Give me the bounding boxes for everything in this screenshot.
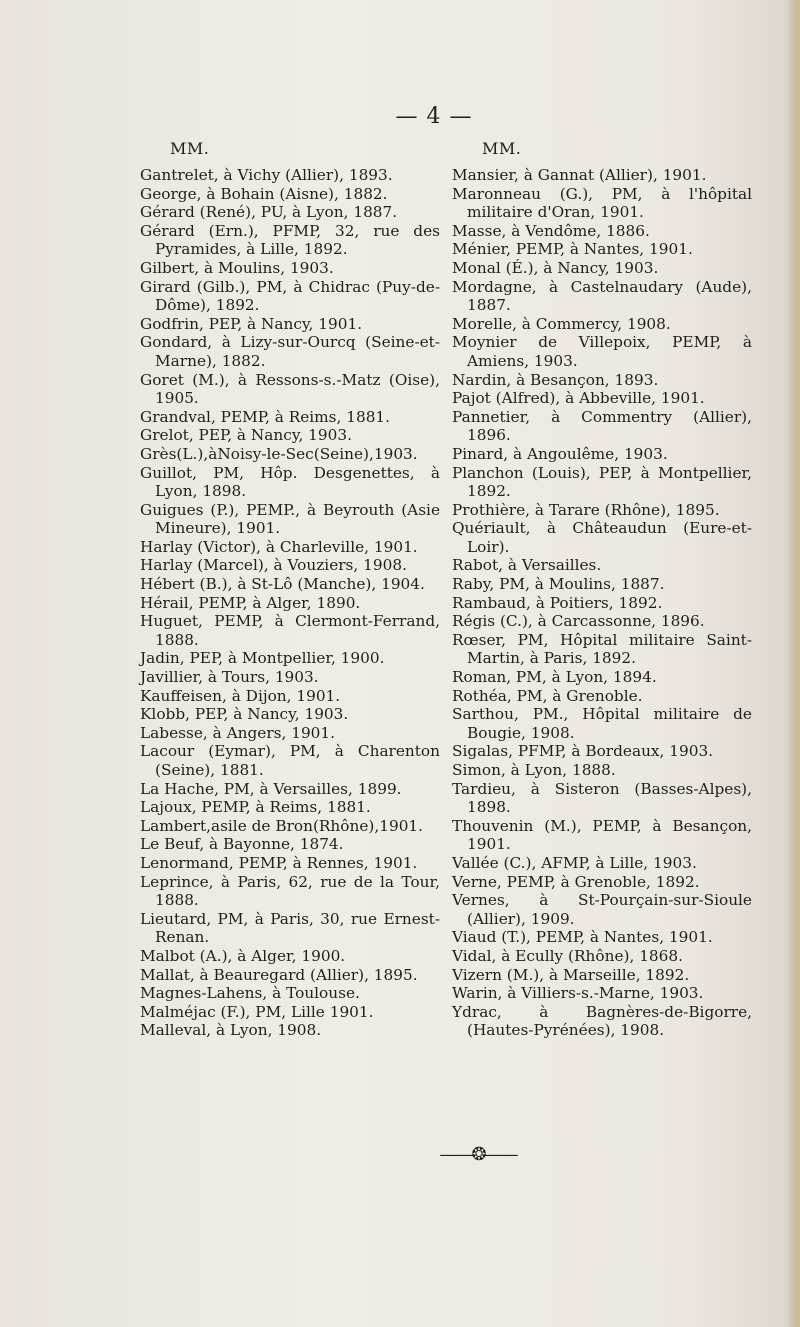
left-column-header: MM. — [170, 139, 210, 158]
list-item: Vallée (C.), AFMP, à Lille, 1903. — [452, 853, 697, 872]
list-item: Hérail, PEMP, à Alger, 1890. — [140, 593, 361, 612]
list-item: Planchon (Louis), PEP, à Montpellier, 1892. — [452, 463, 752, 501]
list-item: Quériault, à Châteaudun (Eure-et-Loir). — [452, 519, 752, 556]
list-item: Nardin, à Besançon, 1893. — [452, 370, 659, 389]
list-item: Sarthou, PM., Hôpital militaire de Bougie, 1908. — [452, 705, 752, 742]
list-item: Godfrin, PEP, à Nancy, 1901. — [140, 314, 363, 333]
list-item: Sigalas, PFMP, à Bordeaux, 1903. — [452, 742, 714, 761]
list-item: Gantrelet, à Vichy (Allier), 1893. — [140, 166, 393, 184]
list-item: Kauffeisen, à Dijon, 1901. — [140, 686, 341, 705]
list-item: Lenormand, PEMP, à Rennes, 1901. — [140, 853, 418, 872]
list-item: Monal (É.), à Nancy, 1903. — [452, 258, 659, 277]
list-item: Goret (M.), à Ressons-s.-Matz (Oise), 1905. — [140, 370, 440, 408]
list-item: Guillot, PM, Hôp. Desgenettes, à Lyon, 1898. — [140, 463, 440, 501]
list-item: Warin, à Villiers-s.-Marne, 1903. — [452, 984, 704, 1003]
list-item: Hébert (B.), à St-Lô (Manche), 1904. — [140, 575, 425, 594]
list-item: Mansier, à Gannat (Allier), 1901. — [452, 166, 707, 184]
list-item: Vernes, à St-Pourçain-sur-Sioule (Allier), 1909. — [452, 891, 752, 928]
list-item: Huguet, PEMP, à Clermont-Ferrand, 1888. — [140, 612, 440, 649]
list-item: Lacour (Eymar), PM, à Charenton (Seine), 1881. — [140, 742, 440, 779]
list-item: Mallat, à Beauregard (Allier), 1895. — [140, 965, 418, 984]
list-item: Jadin, PEP, à Montpellier, 1900. — [140, 649, 385, 668]
list-item: Pajot (Alfred), à Abbeville, 1901. — [452, 389, 705, 408]
list-item: Klobb, PEP, à Nancy, 1903. — [140, 705, 349, 724]
list-item: Rœser, PM, Hôpital militaire Saint-Martin, à Paris, 1892. — [452, 630, 752, 668]
list-item: Javillier, à Tours, 1903. — [140, 668, 319, 687]
right-entry-list — [452, 166, 752, 1040]
left-column — [140, 140, 440, 1040]
right-column — [452, 140, 752, 1040]
list-item: Moynier de Villepoix, PEMP, à Amiens, 1903. — [452, 333, 752, 370]
list-item: Ménier, PEMP, à Nantes, 1901. — [452, 240, 693, 259]
list-item: Malleval, à Lyon, 1908. — [140, 1021, 322, 1040]
list-item: Prothière, à Tarare (Rhône), 1895. — [452, 500, 720, 519]
list-item: Rabot, à Versailles. — [452, 556, 602, 575]
list-item: Pinard, à Angoulême, 1903. — [452, 444, 668, 463]
list-item: Harlay (Marcel), à Vouziers, 1908. — [140, 556, 407, 575]
list-item: Verne, PEMP, à Grenoble, 1892. — [452, 872, 700, 891]
list-item: Magnes-Lahens, à Toulouse. — [140, 984, 360, 1003]
list-item: Harlay (Victor), à Charleville, 1901. — [140, 537, 418, 556]
list-item: Rambaud, à Poitiers, 1892. — [452, 593, 663, 612]
list-item: George, à Bohain (Aisne), 1882. — [140, 184, 388, 203]
right-column-header: MM. — [482, 139, 522, 158]
list-item: Vizern (M.), à Marseille, 1892. — [452, 965, 690, 984]
list-item: Girard (Gilb.), PM, à Chidrac (Puy-de-Dôme), 1892. — [140, 277, 440, 315]
list-item: Vidal, à Ecully (Rhône), 1868. — [452, 946, 683, 965]
list-item: Le Beuf, à Bayonne, 1874. — [140, 835, 344, 854]
end-ornament: ——❂—— — [439, 1144, 517, 1165]
list-item: Ydrac, à Bagnères-de-Bigorre, (Hautes-Pyrénées), 1908. — [452, 1002, 752, 1040]
list-item: La Hache, PM, à Versailles, 1899. — [140, 779, 402, 798]
list-item: Simon, à Lyon, 1888. — [452, 761, 616, 779]
list-item: Gérard (Ern.), PFMP, 32, rue des Pyramides, à Lille, 1892. — [140, 221, 440, 259]
list-item: Gondard, à Lizy-sur-Ourcq (Seine-et-Marne), 1882. — [140, 333, 440, 370]
list-item: Raby, PM, à Moulins, 1887. — [452, 575, 665, 594]
list-item: Gérard (René), PU, à Lyon, 1887. — [140, 203, 398, 222]
list-item: Grelot, PEP, à Nancy, 1903. — [140, 426, 352, 445]
list-item: Maronneau (G.), PM, à l'hôpital militaire d'Oran, 1901. — [452, 184, 752, 222]
list-item: Gilbert, à Moulins, 1903. — [140, 258, 334, 277]
list-item: Lajoux, PEMP, à Reims, 1881. — [140, 798, 371, 817]
list-item: Guigues (P.), PEMP., à Beyrouth (Asie Mineure), 1901. — [140, 500, 440, 538]
list-item: Malméjac (F.), PM, Lille 1901. — [140, 1002, 374, 1021]
list-item: Pannetier, à Commentry (Allier), 1896. — [452, 407, 752, 445]
list-item: Viaud (T.), PEMP, à Nantes, 1901. — [452, 928, 713, 947]
list-item: Tardieu, à Sisteron (Basses-Alpes), 1898. — [452, 779, 752, 817]
list-item: Thouvenin (M.), PEMP, à Besançon, 1901. — [452, 816, 752, 854]
list-item: Morelle, à Commercy, 1908. — [452, 314, 671, 333]
list-item: Régis (C.), à Carcassonne, 1896. — [452, 612, 705, 631]
list-item: Masse, à Vendôme, 1886. — [452, 221, 650, 240]
list-item: Lieutard, PM, à Paris, 30, rue Ernest-Renan. — [140, 909, 440, 947]
left-entry-list — [140, 166, 440, 1040]
list-item: Leprince, à Paris, 62, rue de la Tour, 1888. — [140, 872, 440, 910]
list-item: Grandval, PEMP, à Reims, 1881. — [140, 407, 391, 426]
list-item: Malbot (A.), à Alger, 1900. — [140, 946, 346, 965]
list-item: Roman, PM, à Lyon, 1894. — [452, 668, 657, 687]
page-edge-shadow — [786, 0, 800, 1327]
list-item: Labesse, à Angers, 1901. — [140, 723, 336, 742]
list-item: Lambert,asile de Bron(Rhône),1901. — [140, 816, 424, 835]
page-number: — 4 — — [395, 104, 473, 129]
list-item: Mordagne, à Castelnaudary (Aude), 1887. — [452, 277, 752, 315]
list-item: Rothéa, PM, à Grenoble. — [452, 686, 643, 705]
list-item: Grès(L.),àNoisy-le-Sec(Seine),1903. — [140, 444, 418, 463]
